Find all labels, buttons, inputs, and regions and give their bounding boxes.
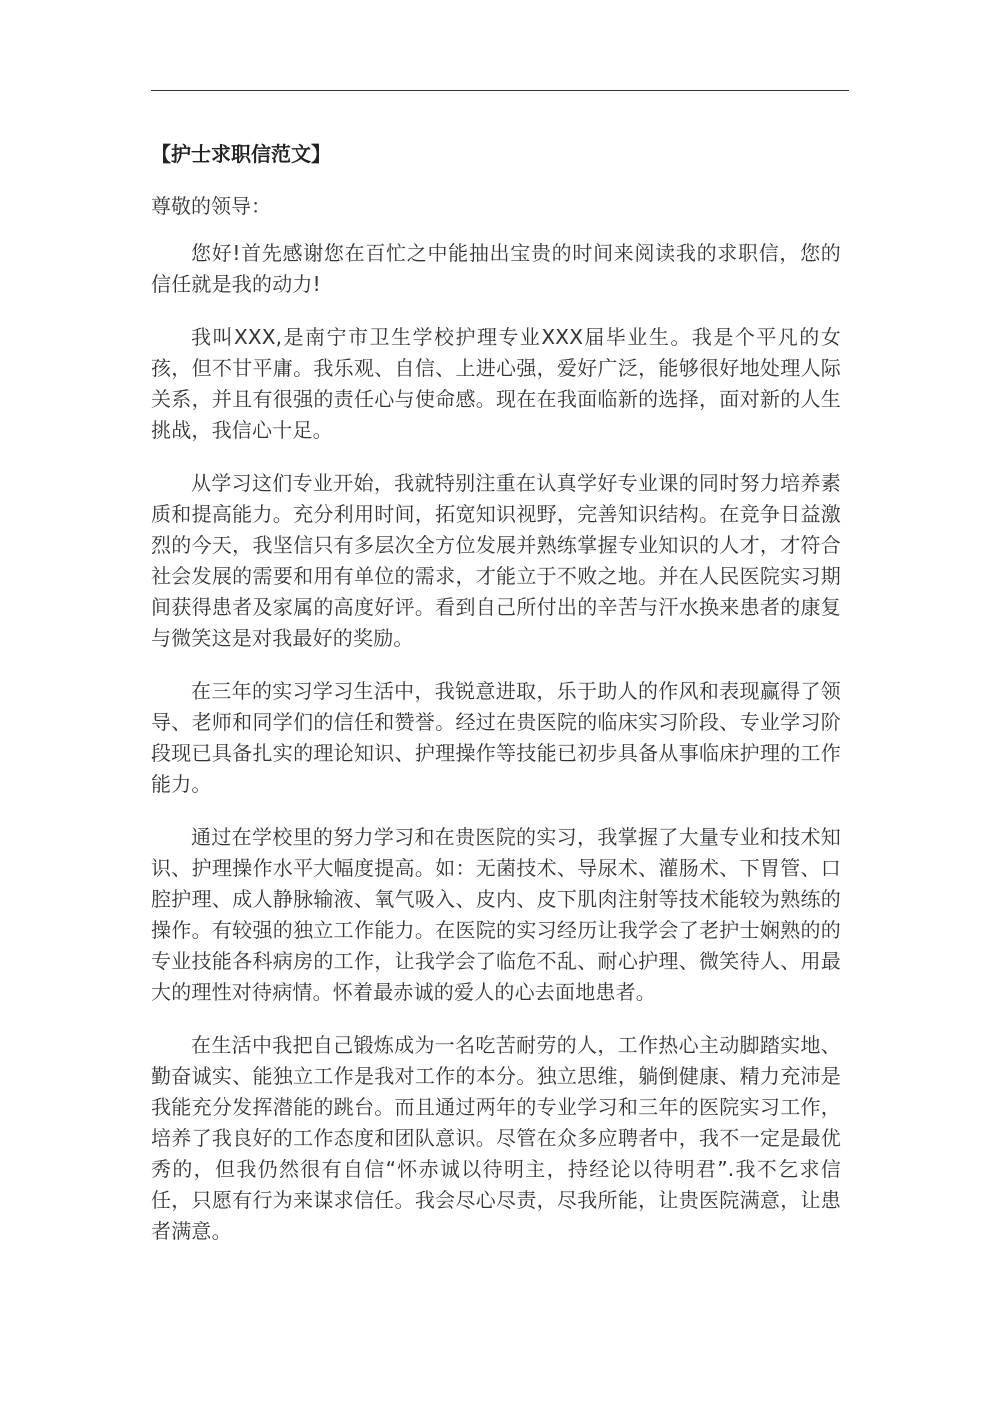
header-rule: [151, 90, 849, 91]
document-title: 【护士求职信范文】: [151, 142, 331, 166]
paragraph-skills: 通过在学校里的努力学习和在贵医院的实习，我掌握了大量专业和技术知识、护理操作水平大幅度提高。如：无菌技术、导尿术、灌肠术、下胃管、口腔护理、成人静脉输液、氧气吸入、皮内、皮下肌肉注射等技术能较为熟练的操作。有较强的独立工作能力。在医院的实习经历让我学会了老护士娴熟的的专业技能各科病房的工作，让我学会了临危不乱、耐心护理、微笑待人、用最大的理性对待病情。怀着最赤诚的爱人的心去面地患者。: [151, 825, 841, 1004]
paragraph-introduction: 我叫XXX,是南宁市卫生学校护理专业XXX届毕业生。我是个平凡的女孩，但不甘平庸。我乐观、自信、上进心强，爱好广泛，能够很好地处理人际关系，并且有很强的责任心与使命感。现在在我面临新的选择，面对新的人生挑战，我信心十足。: [151, 325, 841, 442]
paragraph-character: 在生活中我把自己锻炼成为一名吃苦耐劳的人，工作热心主动脚踏实地、勤奋诚实、能独立工作是我对工作的本分。独立思维，躺倒健康、精力充沛是我能充分发挥潜能的跳台。而且通过两年的专业学习和三年的医院实习工作，培养了我良好的工作态度和团队意识。尽管在众多应聘者中，我不一定是最优秀的，但我仍然很有自信“怀赤诚以待明主，持经论以待明君”.我不乞求信任，只愿有行为来谋求信任。我会尽心尽责，尽我所能，让贵医院满意，让患者满意。: [151, 1033, 841, 1243]
letter-body: [151, 134, 841, 1269]
paragraph-internship: 在三年的实习学习生活中，我锐意进取，乐于助人的作风和表现赢得了领导、老师和同学们的信任和赞誉。经过在贵医院的临床实习阶段、专业学习阶段现已具备扎实的理论知识、护理操作等技能已初步具备从事临床护理的工作能力。: [151, 679, 841, 796]
salutation: 尊敬的领导：: [151, 194, 271, 218]
paragraph-greeting: 您好!首先感谢您在百忙之中能抽出宝贵的时间来阅读我的求职信，您的信任就是我的动力!: [151, 241, 841, 296]
paragraph-study: 从学习这们专业开始，我就特别注重在认真学好专业课的同时努力培养素质和提高能力。充分利用时间，拓宽知识视野，完善知识结构。在竞争日益激烈的今天，我坚信只有多层次全方位发展并熟练掌握专业知识的人才，才符合社会发展的需要和用有单位的需求，才能立于不败之地。并在人民医院实习期间获得患者及家属的高度好评。看到自己所付出的辛苦与汗水换来患者的康复与微笑这是对我最好的奖励。: [151, 471, 841, 650]
